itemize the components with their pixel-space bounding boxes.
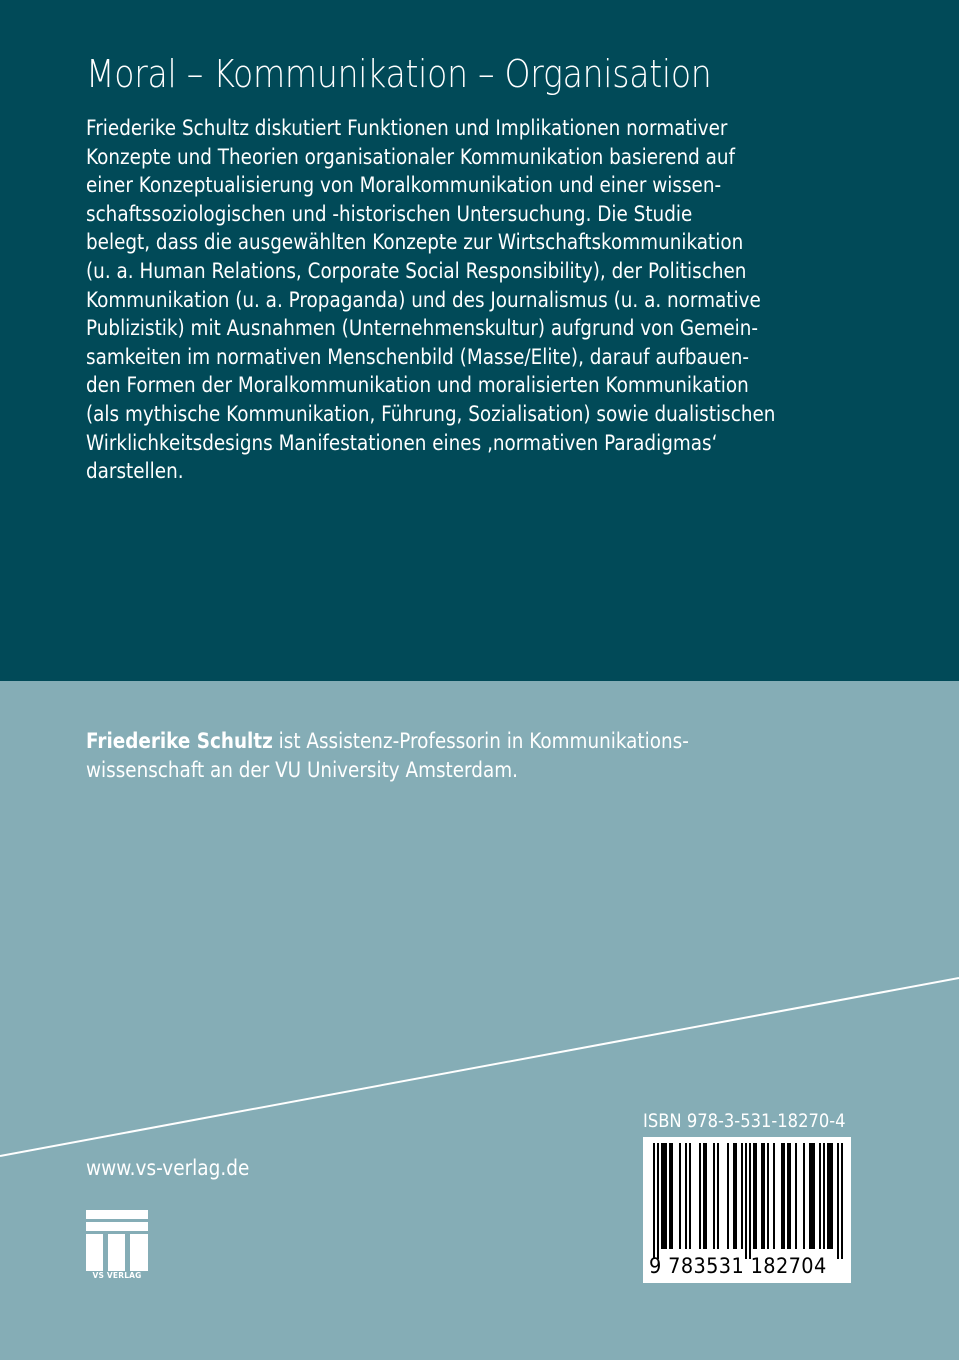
barcode-bar [787,1143,789,1249]
barcode-bar [795,1143,797,1249]
barcode-bar [735,1143,737,1249]
barcode-bar [671,1143,673,1249]
barcode-bar [689,1143,691,1249]
barcode [643,1137,851,1283]
barcode-bar [773,1143,775,1249]
vs-verlag-logo-icon [86,1210,148,1285]
author-bio-text: ist Assistenz-Professorin in Kommunikations- [272,729,689,753]
barcode-bar [699,1143,701,1249]
blurb-line: darstellen. [86,459,184,484]
barcode-bar [789,1143,791,1249]
barcode-bar [741,1143,743,1249]
blurb-line: (u. a. Human Relations, Corporate Social Responsibility), der Politischen [86,258,747,283]
barcode-bar [811,1143,813,1249]
barcode-bar [783,1143,785,1249]
barcode-bar [753,1143,755,1249]
barcode-bar [837,1143,839,1259]
barcode-bar [803,1143,805,1249]
blurb-line: (als mythische Kommunikation, Führung, Sozialisation) sowie dualistischen [86,401,776,426]
barcode-bar [665,1143,667,1249]
barcode-bar [841,1143,843,1259]
barcode-bar [745,1143,747,1259]
author-bio-line: wissenschaft an der VU University Amsterdam. [86,758,518,782]
author-name: Friederike Schultz [86,729,273,753]
barcode-bar [827,1143,829,1249]
blurb-line: Publizistik) mit Ausnahmen (Unternehmenskultur) aufgrund von Gemein- [86,316,759,341]
barcode-bar [663,1143,665,1249]
logo-mark [86,1210,148,1272]
barcode-bar [653,1143,655,1259]
blurb-line: Friederike Schultz diskutiert Funktionen und Implikationen normativer [86,116,728,140]
blurb-line: den Formen der Moralkommunikation und moralisierten Kommunikation [86,373,749,398]
blurb-line: Kommunikation (u. a. Propaganda) und des Journalismus (u. a. normative [86,287,761,312]
barcode-bar [703,1143,705,1249]
barcode-bar [657,1143,659,1259]
barcode-bar [661,1143,663,1249]
barcode-bar [763,1143,765,1249]
barcode-bar [749,1143,751,1259]
blurb-line: Konzepte und Theorien organisationaler Kommunikation basierend auf [86,144,735,169]
barcode-bar [705,1143,707,1249]
publisher-website: www.vs-verlag.de [86,1156,250,1180]
blurb-line: samkeiten im normativen Menschenbild (Masse/Elite), darauf aufbauen- [86,344,750,369]
barcode-bar [823,1143,825,1249]
blurb-line: einer Konzeptualisierung von Moralkommunikation und einer wissen- [86,173,722,198]
barcode-bar [829,1143,831,1249]
barcode-bar [781,1143,783,1249]
blurb-line: Wirklichkeitsdesigns Manifestationen eines ‚normativen Paradigmas‘ [86,430,718,455]
logo-text: VS VERLAG [92,1271,142,1280]
blurb-line: belegt, dass die ausgewählten Konzepte zur Wirtschaftskommunikation [86,230,744,255]
barcode-bar [831,1143,833,1249]
isbn-label: ISBN 978-3-531-18270-4 [643,1110,846,1132]
book-title: Moral – Kommunikation – Organisation [86,52,712,96]
barcode-bar [761,1143,763,1249]
barcode-bar [713,1143,715,1249]
barcode-bar [679,1143,681,1249]
barcode-bar [669,1143,671,1249]
barcode-bar [733,1143,735,1249]
barcode-bar [727,1143,729,1249]
barcode-bar [813,1143,815,1249]
barcode-bar [685,1143,687,1249]
barcode-bar [809,1143,811,1249]
barcode-bar [819,1143,821,1249]
barcode-bar [717,1143,719,1249]
barcode-bar [767,1143,769,1249]
blurb-line: schaftssoziologischen und -historischen Untersuchung. Die Studie [86,201,693,226]
barcode-bar [755,1143,757,1249]
barcode-digits: 9 783531 182704 [649,1254,827,1278]
